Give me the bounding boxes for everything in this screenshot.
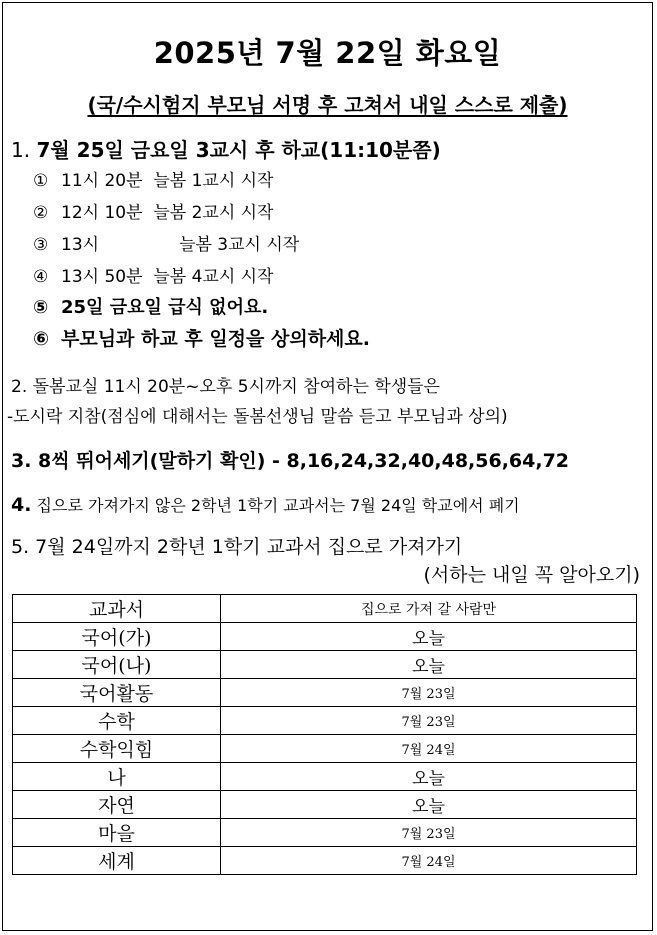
item-1-sub-2 (33, 198, 273, 223)
page-title: 2025년 7월 22일 화요일 (153, 36, 502, 70)
parent-signature-notice: (국/수시험지 부모님 서명 후 고쳐서 내일 스스로 제출) (87, 93, 568, 117)
item-2-line-1: 2. 돌봄교실 11시 20분~오후 5시까지 참여하는 학생들은 (11, 377, 440, 397)
circled-number: ② (33, 203, 49, 223)
textbook-name: 세계 (13, 847, 221, 875)
circled-number: ⑥ (33, 328, 50, 350)
circled-number: ③ (33, 235, 49, 255)
item-1-sub-3 (33, 230, 299, 255)
item-2-line-2: -도시락 지참(점심에 대해서는 돌봄선생님 말씀 듣고 부모님과 상의) (7, 407, 508, 427)
circled-number: ① (33, 171, 49, 191)
sub-text: 늘봄 3교시 시작 (179, 235, 300, 255)
table-row (13, 623, 637, 651)
take-home-day: 7월 23일 (221, 707, 637, 735)
table-row (13, 707, 637, 735)
item-1-heading (11, 134, 441, 163)
table-row (13, 679, 637, 707)
item-1-number: 1. (11, 138, 31, 162)
item-1-sub-6 (33, 324, 370, 351)
textbook-name: 수학 (13, 707, 221, 735)
take-home-day: 7월 24일 (221, 847, 637, 875)
item-5-line-1: 5. 7월 24일까지 2학년 1학기 교과서 집으로 가져가기 (11, 536, 463, 558)
take-home-day: 7월 23일 (221, 679, 637, 707)
textbook-name: 국어(가) (13, 623, 221, 651)
sub-text: 25일 금요일 급식 없어요. (61, 297, 269, 318)
table-row (13, 763, 637, 791)
sub-time: 11시 20분 (61, 171, 143, 191)
item-1-sub-5 (33, 293, 268, 319)
item-4-text: 집으로 가져가지 않은 2학년 1학기 교과서는 7월 24일 학교에서 폐기 (36, 496, 520, 515)
circled-number: ⑤ (33, 297, 49, 318)
textbook-table (12, 594, 637, 875)
item-1-sub-4 (33, 262, 273, 287)
sub-time: 13시 (61, 235, 100, 255)
textbook-name: 마을 (13, 819, 221, 847)
take-home-day: 7월 24일 (221, 735, 637, 763)
textbook-name: 자연 (13, 791, 221, 819)
table-row (13, 847, 637, 875)
table-row (13, 651, 637, 679)
take-home-day: 오늘 (221, 623, 637, 651)
table-row (13, 791, 637, 819)
sub-text: 부모님과 하교 후 일정을 상의하세요. (61, 328, 370, 350)
textbook-name: 국어활동 (13, 679, 221, 707)
item-4 (11, 493, 520, 516)
item-5-line-2: (서하는 내일 꼭 알아오기) (423, 564, 640, 586)
take-home-day: 7월 23일 (221, 819, 637, 847)
take-home-day: 오늘 (221, 763, 637, 791)
take-home-day: 오늘 (221, 651, 637, 679)
textbook-name: 국어(나) (13, 651, 221, 679)
sub-time: 13시 50분 (61, 267, 143, 287)
sub-text: 늘봄 4교시 시작 (153, 267, 274, 287)
table-row (13, 735, 637, 763)
textbook-name: 나 (13, 763, 221, 791)
textbook-name: 수학익힘 (13, 735, 221, 763)
column-header-textbook: 교과서 (13, 595, 221, 623)
notice-page (2, 2, 653, 931)
sub-text: 늘봄 1교시 시작 (153, 171, 274, 191)
column-header-take-home: 집으로 가져 갈 사람만 (221, 595, 637, 623)
circled-number: ④ (33, 267, 49, 287)
item-4-number: 4. (11, 494, 32, 516)
sub-text: 늘봄 2교시 시작 (153, 203, 274, 223)
table-header-row (13, 595, 637, 623)
take-home-day: 오늘 (221, 791, 637, 819)
table-row (13, 819, 637, 847)
item-1-sub-1 (33, 166, 273, 191)
item-3-skip-counting: 3. 8씩 뛰어세기(말하기 확인) - 8,16,24,32,40,48,56,64,72 (11, 450, 570, 472)
item-1-text: 7월 25일 금요일 3교시 후 하교(11:10분쯤) (36, 138, 441, 162)
sub-time: 12시 10분 (61, 203, 143, 223)
